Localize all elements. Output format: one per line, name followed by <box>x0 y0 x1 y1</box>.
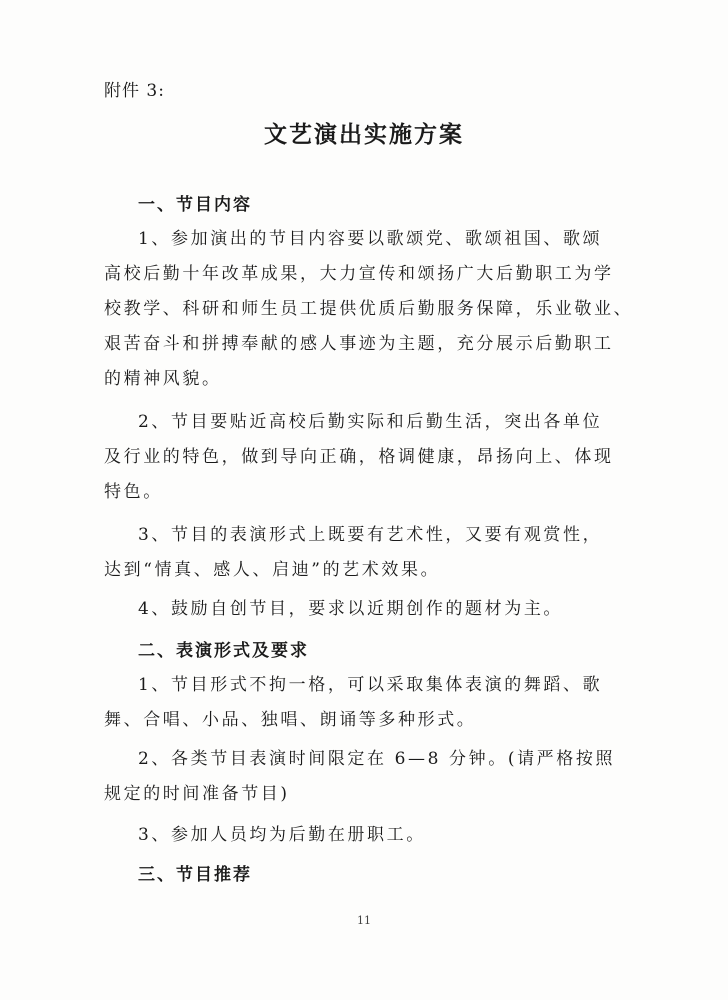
attachment-label: 附件 3: <box>104 81 165 101</box>
text-line: 的精神风貌。 <box>104 369 222 389</box>
text-line: 高校后勤十年改革成果，大力宣传和颂扬广大后勤职工为学 <box>104 264 614 284</box>
text-line: 2、各类节目表演时间限定在 6—8 分钟。(请严格按照 <box>138 749 616 769</box>
text-line: 1、参加演出的节目内容要以歌颂党、歌颂祖国、歌颂 <box>138 229 603 249</box>
document-title: 文艺演出实施方案 <box>264 121 464 148</box>
paragraph-1-4 <box>104 592 604 627</box>
page-number: 11 <box>357 914 371 927</box>
paragraph-2-2 <box>104 742 616 812</box>
text-line: 特色。 <box>104 482 163 502</box>
text-line: 2、节目要贴近高校后勤实际和后勤生活，突出各单位 <box>138 412 603 432</box>
text-line: 舞、合唱、小品、独唱、朗诵等多种形式。 <box>104 710 477 730</box>
paragraph-1-3 <box>104 518 604 588</box>
text-line: 校教学、科研和师生员工提供优质后勤服务保障，乐业敬业、 <box>104 299 634 319</box>
text-line: 规定的时间准备节目) <box>104 784 290 804</box>
text-line: 3、节目的表演形式上既要有艺术性，又要有观赏性， <box>138 525 603 545</box>
section-heading-format: 二、表演形式及要求 <box>138 641 309 661</box>
section-heading-recommend: 三、节目推荐 <box>138 865 252 885</box>
section-heading-content: 一、节目内容 <box>138 195 252 215</box>
paragraph-2-3 <box>104 818 604 853</box>
text-line: 3、参加人员均为后勤在册职工。 <box>138 825 426 845</box>
text-line: 艰苦奋斗和拼搏奉献的感人事迹为主题，充分展示后勤职工 <box>104 334 614 354</box>
paragraph-1-2 <box>104 405 614 510</box>
text-line: 4、鼓励自创节目，要求以近期创作的题材为主。 <box>138 599 564 619</box>
paragraph-2-1 <box>104 668 604 738</box>
text-line: 达到“情真、感人、启迪”的艺术效果。 <box>104 560 441 580</box>
text-line: 1、节目形式不拘一格，可以采取集体表演的舞蹈、歌 <box>138 675 603 695</box>
text-line: 及行业的特色，做到导向正确，格调健康，昂扬向上、体现 <box>104 447 614 467</box>
paragraph-1-1 <box>104 222 634 397</box>
